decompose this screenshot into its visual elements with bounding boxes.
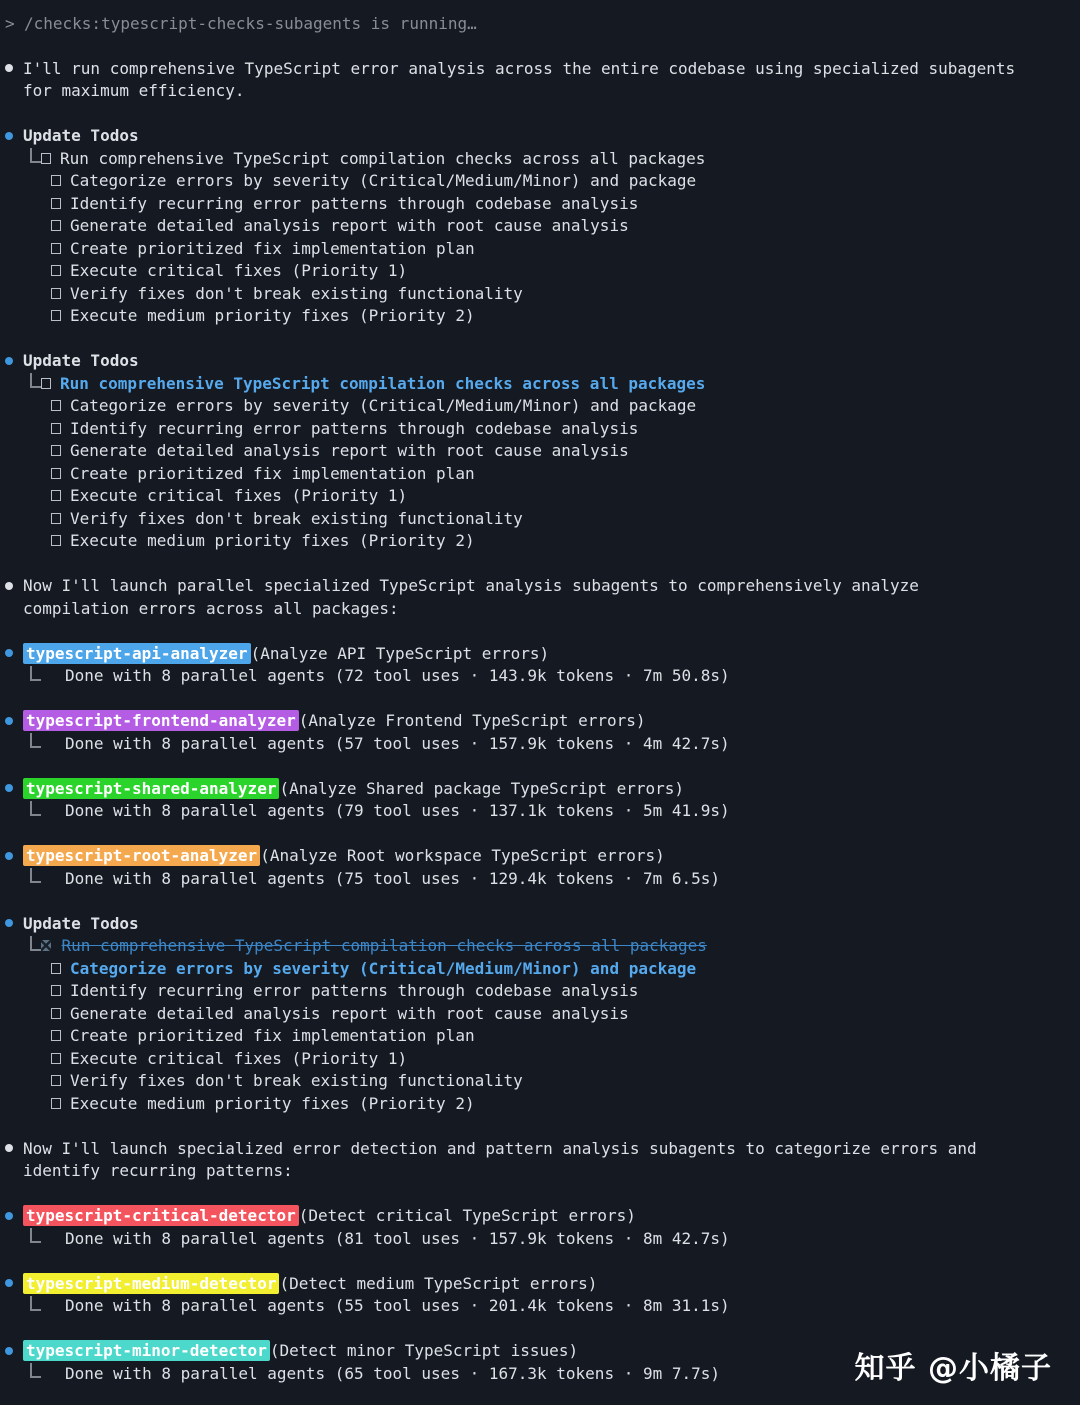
tree-connector-icon — [30, 801, 41, 816]
agent-result-line — [5, 732, 1080, 755]
todo-item — [5, 192, 1080, 215]
todo-checkbox-icon — [51, 243, 61, 254]
agent-task-line — [5, 710, 1080, 733]
blank-line — [5, 552, 1080, 575]
todo-item — [5, 170, 1080, 193]
agent-description: (Detect medium TypeScript errors) — [279, 1273, 598, 1293]
blank-line — [5, 822, 1080, 845]
todo-item — [5, 1070, 1080, 1093]
agent-name-chip: typescript-medium-detector — [23, 1273, 279, 1294]
blank-line — [5, 1182, 1080, 1205]
todo-item-text: Categorize errors by severity (Critical/Medium/Minor) and package — [70, 171, 697, 191]
message-text: identify recurring patterns: — [23, 1161, 293, 1181]
tree-connector-icon — [30, 666, 41, 681]
blank-line — [5, 102, 1080, 125]
agent-task-line — [5, 1205, 1080, 1228]
message-text: Now I'll launch parallel specialized TypeScript analysis subagents to comprehensively analyze — [23, 576, 919, 596]
todo-checkbox-icon — [51, 468, 61, 479]
prompt-line — [5, 12, 1080, 35]
todo-checkbox-icon — [51, 198, 61, 209]
agent-bullet-icon — [5, 784, 13, 792]
agent-name-chip: typescript-root-analyzer — [23, 845, 260, 866]
todo-checkbox-icon — [51, 1008, 61, 1019]
tree-connector-icon — [30, 868, 41, 883]
agent-task-line — [5, 777, 1080, 800]
todo-item — [5, 237, 1080, 260]
agent-result-text: Done with 8 parallel agents (79 tool uses · 137.1k tokens · 5m 41.9s) — [65, 801, 730, 821]
todo-checkbox-icon — [51, 1098, 61, 1109]
todo-item — [5, 935, 1080, 958]
todo-checkbox-icon — [51, 490, 61, 501]
todos-header — [5, 350, 1080, 373]
todo-checkbox-icon — [51, 175, 61, 186]
agent-name-chip: typescript-minor-detector — [23, 1340, 270, 1361]
agent-description: (Analyze Root workspace TypeScript errors) — [260, 846, 665, 866]
todo-item-text: Identify recurring error patterns through codebase analysis — [70, 418, 639, 438]
agent-bullet-icon — [5, 1279, 13, 1287]
todo-item-text: Generate detailed analysis report with root cause analysis — [70, 216, 629, 236]
todo-checkbox-icon — [51, 513, 61, 524]
agent-bullet-icon — [5, 1212, 13, 1220]
agent-description: (Analyze Frontend TypeScript errors) — [298, 711, 646, 731]
todos-bullet-icon — [5, 132, 13, 140]
blank-line — [5, 1115, 1080, 1138]
todo-item — [5, 1025, 1080, 1048]
todo-item — [5, 1092, 1080, 1115]
todo-item-text: Execute critical fixes (Priority 1) — [70, 486, 408, 506]
watermark: 知乎 @小橘子 — [854, 1351, 1052, 1386]
tree-connector-icon — [30, 1363, 41, 1378]
agent-result-text: Done with 8 parallel agents (81 tool uses · 157.9k tokens · 8m 42.7s) — [65, 1228, 730, 1248]
prompt-text: /checks:typescript-checks-subagents is running… — [24, 13, 477, 33]
todo-item — [5, 485, 1080, 508]
tree-connector-icon — [30, 1228, 41, 1243]
todo-item — [5, 462, 1080, 485]
todo-checkbox-icon — [51, 445, 61, 456]
todo-item — [5, 440, 1080, 463]
agent-task-line — [5, 1272, 1080, 1295]
todo-checkbox-checked-icon — [41, 940, 51, 951]
assistant-message-line — [5, 597, 1080, 620]
todo-item-text: Create prioritized fix implementation plan — [70, 238, 475, 258]
agent-name-chip: typescript-shared-analyzer — [23, 778, 279, 799]
todo-item — [5, 1047, 1080, 1070]
todo-item — [5, 395, 1080, 418]
todo-item — [5, 957, 1080, 980]
message-bullet-icon — [5, 1144, 13, 1152]
agent-result-line — [5, 1227, 1080, 1250]
todo-item-text: Execute critical fixes (Priority 1) — [70, 261, 408, 281]
todo-item — [5, 530, 1080, 553]
todo-item-text: Generate detailed analysis report with root cause analysis — [70, 1003, 629, 1023]
agent-name-chip: typescript-api-analyzer — [23, 643, 251, 664]
blank-line — [5, 327, 1080, 350]
assistant-message-line — [5, 1137, 1080, 1160]
agent-description: (Detect critical TypeScript errors) — [298, 1206, 636, 1226]
todo-item — [5, 1002, 1080, 1025]
agent-name-chip: typescript-critical-detector — [23, 1205, 299, 1226]
todo-item — [5, 980, 1080, 1003]
todos-header — [5, 912, 1080, 935]
agent-name-chip: typescript-frontend-analyzer — [23, 710, 299, 731]
todo-item-text: Execute medium priority fixes (Priority 2) — [70, 531, 475, 551]
blank-line — [5, 687, 1080, 710]
prompt-symbol: > — [5, 13, 15, 33]
todo-item-text: Create prioritized fix implementation plan — [70, 1026, 475, 1046]
message-bullet-icon — [5, 582, 13, 590]
tree-connector-icon — [30, 148, 41, 163]
assistant-message-line — [5, 575, 1080, 598]
todo-item — [5, 282, 1080, 305]
agent-description: (Detect minor TypeScript issues) — [269, 1341, 579, 1361]
blank-line — [5, 890, 1080, 913]
todo-item-text: Identify recurring error patterns through codebase analysis — [70, 981, 639, 1001]
blank-line — [5, 755, 1080, 778]
todo-item-text: Generate detailed analysis report with root cause analysis — [70, 441, 629, 461]
tree-connector-icon — [30, 733, 41, 748]
message-text: Now I'll launch specialized error detection and pattern analysis subagents to categorize errors and — [23, 1138, 977, 1158]
todo-checkbox-icon — [51, 265, 61, 276]
agent-result-text: Done with 8 parallel agents (75 tool uses · 129.4k tokens · 7m 6.5s) — [65, 868, 721, 888]
agent-result-text: Done with 8 parallel agents (55 tool uses · 201.4k tokens · 8m 31.1s) — [65, 1296, 730, 1316]
blank-line — [5, 35, 1080, 58]
todo-item — [5, 305, 1080, 328]
todo-item-text: Verify fixes don't break existing functionality — [70, 283, 523, 303]
blank-line — [5, 1317, 1080, 1340]
agent-task-line — [5, 845, 1080, 868]
assistant-message-line — [5, 80, 1080, 103]
agent-description: (Analyze Shared package TypeScript errors) — [279, 778, 685, 798]
todo-item-text: Execute medium priority fixes (Priority 2) — [70, 306, 475, 326]
todo-item — [5, 215, 1080, 238]
todo-checkbox-icon — [51, 220, 61, 231]
todo-item-text: Run comprehensive TypeScript compilation checks across all packages — [61, 936, 707, 956]
todos-title: Update Todos — [23, 126, 139, 146]
tree-connector-icon — [30, 936, 41, 951]
assistant-message-line — [5, 1160, 1080, 1183]
agent-description: (Analyze API TypeScript errors) — [250, 643, 550, 663]
todos-bullet-icon — [5, 357, 13, 365]
agent-result-line — [5, 800, 1080, 823]
todo-item — [5, 372, 1080, 395]
todo-item-text: Identify recurring error patterns through codebase analysis — [70, 193, 639, 213]
todos-title: Update Todos — [23, 913, 139, 933]
todo-checkbox-icon — [51, 400, 61, 411]
todo-item-text: Verify fixes don't break existing functionality — [70, 508, 523, 528]
tree-connector-icon — [30, 373, 41, 388]
todo-checkbox-icon — [51, 963, 61, 974]
agent-bullet-icon — [5, 1347, 13, 1355]
todo-checkbox-icon — [51, 1053, 61, 1064]
blank-line — [5, 1250, 1080, 1273]
todo-item-text: Categorize errors by severity (Critical/Medium/Minor) and package — [70, 396, 697, 416]
todo-item — [5, 260, 1080, 283]
message-text: I'll run comprehensive TypeScript error analysis across the entire codebase using specialized subagents — [23, 58, 1016, 78]
todo-item-text: Create prioritized fix implementation plan — [70, 463, 475, 483]
todo-item-text: Execute medium priority fixes (Priority 2) — [70, 1093, 475, 1113]
todo-checkbox-icon — [51, 310, 61, 321]
todo-checkbox-icon — [51, 1030, 61, 1041]
todo-item-text: Verify fixes don't break existing functionality — [70, 1071, 523, 1091]
agent-task-line — [5, 642, 1080, 665]
todo-checkbox-icon — [51, 1075, 61, 1086]
agent-result-line — [5, 1295, 1080, 1318]
blank-line — [5, 620, 1080, 643]
todo-item-text: Run comprehensive TypeScript compilation checks across all packages — [60, 148, 706, 168]
todo-checkbox-icon — [51, 535, 61, 546]
agent-bullet-icon — [5, 717, 13, 725]
todo-checkbox-icon — [41, 378, 51, 389]
agent-result-text: Done with 8 parallel agents (72 tool uses · 143.9k tokens · 7m 50.8s) — [65, 666, 730, 686]
todo-checkbox-icon — [51, 288, 61, 299]
message-bullet-icon — [5, 64, 13, 72]
message-text: for maximum efficiency. — [23, 81, 245, 101]
todo-item — [5, 147, 1080, 170]
todo-item — [5, 507, 1080, 530]
todos-header — [5, 125, 1080, 148]
todo-checkbox-icon — [51, 985, 61, 996]
agent-result-line — [5, 867, 1080, 890]
agent-bullet-icon — [5, 852, 13, 860]
todo-item — [5, 417, 1080, 440]
agent-result-line — [5, 665, 1080, 688]
assistant-message-line — [5, 57, 1080, 80]
todo-item-text: Execute critical fixes (Priority 1) — [70, 1048, 408, 1068]
todo-checkbox-icon — [51, 423, 61, 434]
agent-bullet-icon — [5, 649, 13, 657]
todo-item-text: Categorize errors by severity (Critical/Medium/Minor) and package — [70, 958, 697, 978]
todo-item-text: Run comprehensive TypeScript compilation checks across all packages — [60, 373, 706, 393]
tree-connector-icon — [30, 1296, 41, 1311]
agent-result-text: Done with 8 parallel agents (57 tool uses · 157.9k tokens · 4m 42.7s) — [65, 733, 730, 753]
agent-result-text: Done with 8 parallel agents (65 tool uses · 167.3k tokens · 9m 7.7s) — [65, 1363, 721, 1383]
todo-checkbox-icon — [41, 153, 51, 164]
todos-title: Update Todos — [23, 351, 139, 371]
todos-bullet-icon — [5, 919, 13, 927]
message-text: compilation errors across all packages: — [23, 598, 399, 618]
